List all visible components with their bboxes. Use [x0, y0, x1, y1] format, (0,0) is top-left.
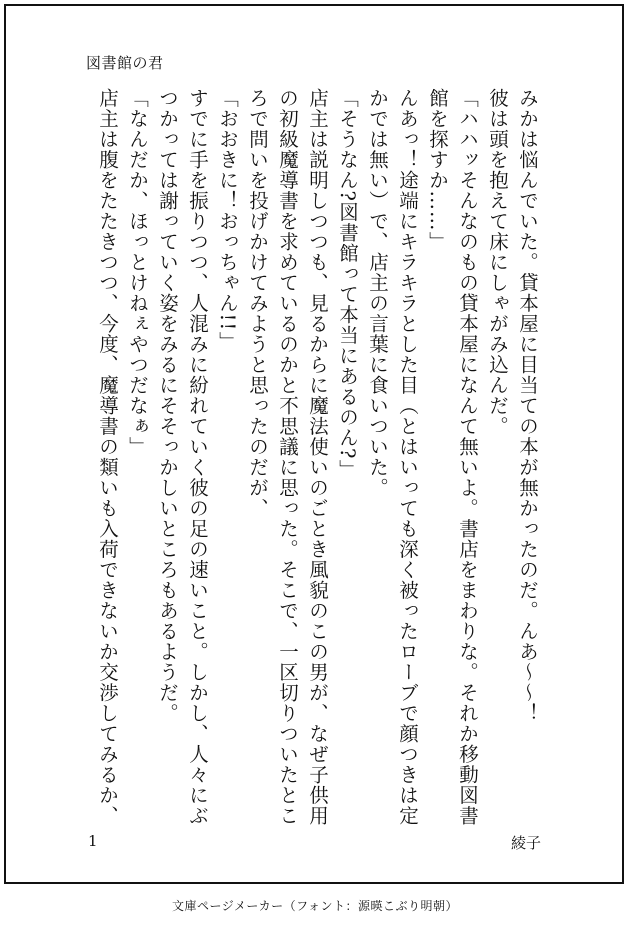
- text-line: すでに手を振りつつ、人混みに紛れていく彼の足の速いこと。しかし、人々にぶ: [186, 88, 209, 826]
- text-line: ろで問いを投げかけてみようと思ったのだが、: [246, 88, 269, 519]
- text-line: 店主は腹をたたきつつ、今度、魔導書の類いも入荷できないか交渉してみるか、: [96, 88, 119, 826]
- text-line: 「おおきに！おっちゃん!!」: [216, 88, 239, 352]
- text-line: 「ハハッそんなのもの貸本屋になんて無いよ。書店をまわりな。それか移動図書: [456, 88, 479, 826]
- text-line: みかは悩んでいた。貸本屋に目当ての本が無かったのだ。んあ〜〜！: [516, 88, 539, 724]
- text-line: 店主は説明しつつも、見るからに魔法使いのごとき風貌のこの男が、なぜ子供用: [306, 88, 329, 826]
- text-line: 彼は頭を抱えて床にしゃがみ込んだ。: [486, 88, 509, 437]
- text-line: 「なんだか、ほっとけねぇやつだなぁ」: [126, 88, 149, 457]
- page-header-title: 図書館の君: [86, 54, 164, 72]
- book-page: [4, 4, 624, 884]
- text-line: んあっ！途端にキラキラとした目（とはいっても深く被ったローブで顔つきは定: [396, 88, 419, 826]
- author-name: 綾子: [511, 834, 542, 852]
- text-line: つかっては謝っていく姿をみるにそそっかしいところもあるようだ。: [156, 88, 179, 724]
- text-line: 「そうなん?図書館って本当にあるのん?」: [336, 88, 359, 480]
- page-number: 1: [88, 832, 98, 850]
- text-line: かでは無い）で、店主の言葉に食いついた。: [366, 88, 389, 498]
- generator-credit: 文庫ページメーカー（フォント：源暎こぶり明朝）: [171, 899, 459, 913]
- text-line: 館を探すか……」: [426, 88, 449, 252]
- vertical-body-text: [92, 88, 542, 826]
- text-line: の初級魔導書を求めているのかと不思議に思った。そこで、一区切りついたとこ: [276, 88, 299, 826]
